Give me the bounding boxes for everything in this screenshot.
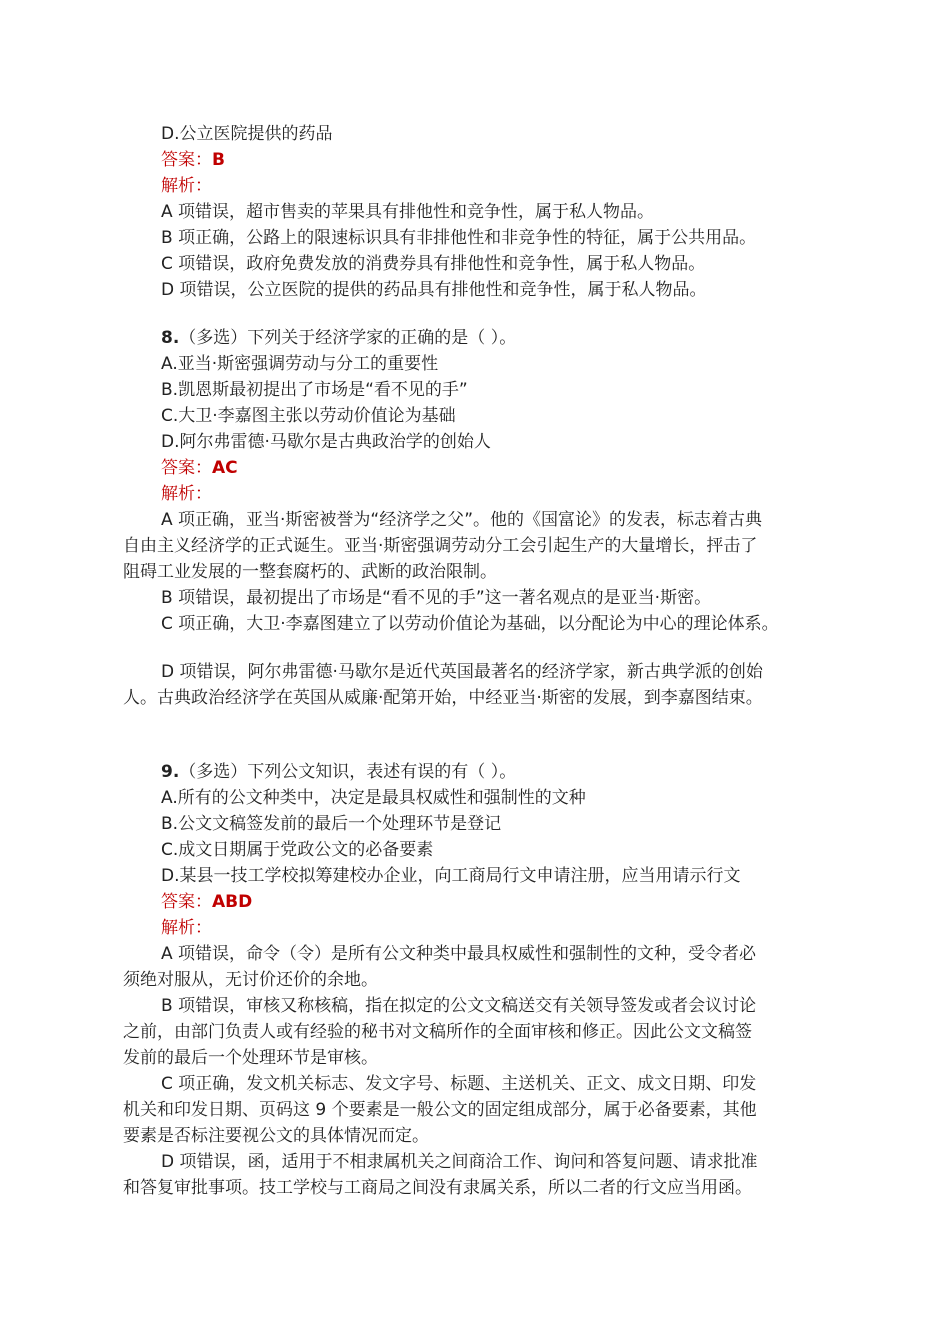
question-text: （多选）下列关于经济学家的正确的是（ ）。 <box>179 328 517 348</box>
q9-analysis-c-line3: 要素是否标注要视公文的具体情况而定。 <box>123 1126 429 1146</box>
prev-analysis-b: B 项正确，公路上的限速标识具有非排他性和非竞争性的特征，属于公共用品。 <box>161 228 757 248</box>
q9-analysis-b-line2: 之前，由部门负责人或有经验的秘书对文稿所作的全面审核和修正。因此公文文稿签 <box>123 1022 752 1042</box>
prev-analysis-c: C 项错误，政府免费发放的消费券具有排他性和竞争性，属于私人物品。 <box>161 254 706 274</box>
q9-analysis-c-line1: C 项正确，发文机关标志、发文字号、标题、主送机关、正文、成文日期、印发 <box>161 1074 757 1094</box>
answer-label: 答案： <box>161 150 212 170</box>
q8-option-c: C.大卫·李嘉图主张以劳动价值论为基础 <box>161 406 456 426</box>
q8-option-b: B.凯恩斯最初提出了市场是“看不见的手” <box>161 380 468 400</box>
q8-stem <box>123 325 845 351</box>
prev-analysis-label: 解析： <box>161 176 212 196</box>
q9-analysis-a-line1: A 项错误，命令（令）是所有公文种类中最具权威性和强制性的文种，受令者必 <box>161 944 757 964</box>
answer-value: B <box>212 150 225 170</box>
document-content <box>123 121 845 1201</box>
prev-option-d: D.公立医院提供的药品 <box>161 124 333 144</box>
q8-analysis-d-line1: D 项错误，阿尔弗雷德·马歇尔是近代英国最著名的经济学家，新古典学派的创始 <box>161 662 763 682</box>
question-text: （多选）下列公文知识，表述有误的有（ ）。 <box>179 762 517 782</box>
q8-analysis-b: B 项错误，最初提出了市场是“看不见的手”这一著名观点的是亚当·斯密。 <box>161 588 712 608</box>
answer-value: ABD <box>212 892 253 912</box>
answer-label: 答案： <box>161 458 212 478</box>
prev-answer <box>123 147 845 173</box>
answer-value: AC <box>212 458 238 478</box>
q8-analysis-a-line3: 阻碍工业发展的一整套腐朽的、武断的政治限制。 <box>123 562 497 582</box>
q8-option-a: A.亚当·斯密强调劳动与分工的重要性 <box>161 354 439 374</box>
q9-analysis-d-line2: 和答复审批事项。技工学校与工商局之间没有隶属关系，所以二者的行文应当用函。 <box>123 1178 752 1198</box>
q8-analysis-d-line2: 人。古典政治经济学在英国从威廉·配第开始，中经亚当·斯密的发展，到李嘉图结束。 <box>123 688 763 708</box>
q9-analysis-b-line1: B 项错误，审核又称核稿，指在拟定的公文文稿送交有关领导签发或者会议讨论 <box>161 996 757 1016</box>
q8-option-d: D.阿尔弗雷德·马歇尔是古典政治学的创始人 <box>161 432 491 452</box>
q8-answer <box>123 455 845 481</box>
q9-analysis-d-line1: D 项错误，函，适用于不相隶属机关之间商洽工作、询问和答复问题、请求批准 <box>161 1152 758 1172</box>
answer-label: 答案： <box>161 892 212 912</box>
prev-analysis-d: D 项错误，公立医院的提供的药品具有排他性和竞争性，属于私人物品。 <box>161 280 707 300</box>
prev-analysis-a: A 项错误，超市售卖的苹果具有排他性和竞争性，属于私人物品。 <box>161 202 655 222</box>
q9-option-c: C.成文日期属于党政公文的必备要素 <box>161 840 434 860</box>
q8-analysis-a-line1: A 项正确，亚当·斯密被誉为“经济学之父”。他的《国富论》的发表，标志着古典 <box>161 510 763 530</box>
q8-analysis-label: 解析： <box>161 484 212 504</box>
question-number: 8. <box>161 328 180 348</box>
q9-analysis-a-line2: 须绝对服从，无讨价还价的余地。 <box>123 970 378 990</box>
q9-stem <box>123 759 845 785</box>
q8-analysis-a-line2: 自由主义经济学的正式诞生。亚当·斯密强调劳动分工会引起生产的大量增长，抨击了 <box>123 536 758 556</box>
question-number: 9. <box>161 762 180 782</box>
q9-analysis-c-line2: 机关和印发日期、页码这 9 个要素是一般公文的固定组成部分，属于必备要素，其他 <box>123 1100 757 1120</box>
q9-option-a: A.所有的公文种类中，决定是最具权威性和强制性的文种 <box>161 788 586 808</box>
q9-analysis-b-line3: 发前的最后一个处理环节是审核。 <box>123 1048 378 1068</box>
q9-option-b: B.公文文稿签发前的最后一个处理环节是登记 <box>161 814 502 834</box>
q9-answer <box>123 889 845 915</box>
q9-analysis-label: 解析： <box>161 918 212 938</box>
q9-option-d: D.某县一技工学校拟筹建校办企业，向工商局行文申请注册，应当用请示行文 <box>161 866 741 886</box>
q8-analysis-c: C 项正确，大卫·李嘉图建立了以劳动价值论为基础，以分配论为中心的理论体系。 <box>161 614 779 634</box>
